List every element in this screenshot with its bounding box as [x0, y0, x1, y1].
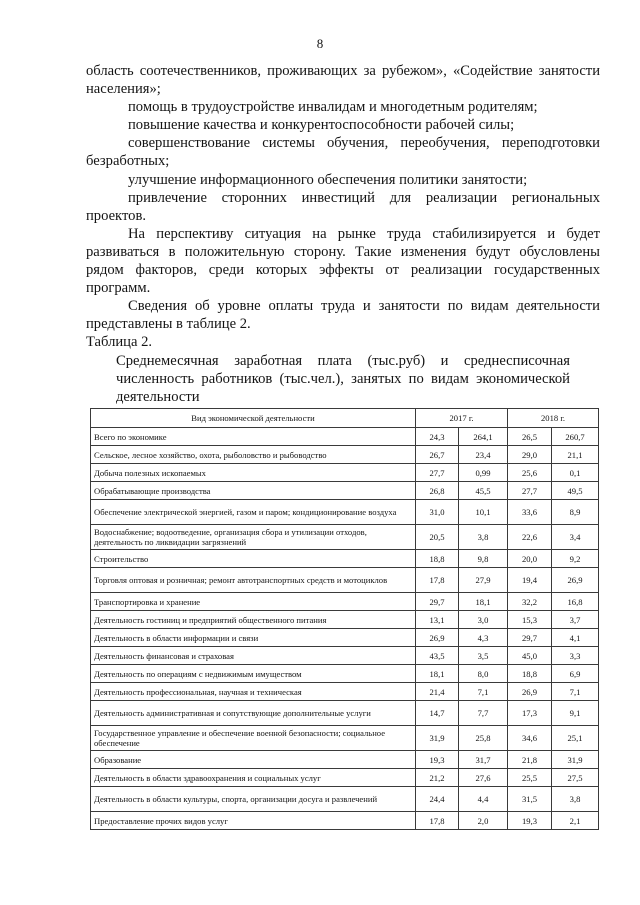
- value-cell: 31,7: [459, 751, 508, 769]
- value-cell: 21,2: [416, 769, 459, 787]
- value-cell: 9,2: [552, 550, 599, 568]
- activity-cell: Строительство: [91, 550, 416, 568]
- paragraph: привлечение сторонних инвестиций для реализации региональных проектов.: [86, 189, 600, 224]
- value-cell: 27,9: [459, 568, 508, 593]
- value-cell: 20,0: [508, 550, 552, 568]
- value-cell: 3,4: [552, 525, 599, 550]
- value-cell: 264,1: [459, 428, 508, 446]
- activity-cell: Сельское, лесное хозяйство, охота, рыболовство и рыбоводство: [91, 446, 416, 464]
- value-cell: 26,5: [508, 428, 552, 446]
- value-cell: 26,9: [552, 568, 599, 593]
- table-row: [91, 683, 599, 701]
- table-row: [91, 464, 599, 482]
- value-cell: 3,7: [552, 611, 599, 629]
- activity-cell: Деятельность финансовая и страховая: [91, 647, 416, 665]
- table-row: [91, 665, 599, 683]
- value-cell: 26,9: [416, 629, 459, 647]
- activity-cell: Торговля оптовая и розничная; ремонт автотранспортных средств и мотоциклов: [91, 568, 416, 593]
- activity-cell: Транспортировка и хранение: [91, 593, 416, 611]
- page-number: 8: [316, 36, 324, 51]
- value-cell: 20,5: [416, 525, 459, 550]
- value-cell: 3,8: [552, 787, 599, 812]
- paragraph: область соотечественников, проживающих за рубежом», «Содействие занятости населения»;: [86, 63, 600, 98]
- value-cell: 26,8: [416, 482, 459, 500]
- activity-cell: Деятельность в области культуры, спорта, организации досуга и развлечений: [91, 787, 416, 812]
- value-cell: 8,9: [552, 500, 599, 525]
- table-row: [91, 550, 599, 568]
- value-cell: 21,1: [552, 446, 599, 464]
- value-cell: 2,1: [552, 812, 599, 830]
- table-title: Среднемесячная заработная плата (тыс.руб) и среднесписочная численность работников (тыс.чел.), занятых по видам экономической деятельности: [116, 352, 570, 405]
- table-row: [91, 629, 599, 647]
- value-cell: 6,9: [552, 665, 599, 683]
- value-cell: 43,5: [416, 647, 459, 665]
- data-table: [90, 408, 599, 830]
- table-row: [91, 726, 599, 751]
- value-cell: 49,5: [552, 482, 599, 500]
- value-cell: 19,4: [508, 568, 552, 593]
- value-cell: 18,8: [416, 550, 459, 568]
- value-cell: 16,8: [552, 593, 599, 611]
- value-cell: 45,5: [459, 482, 508, 500]
- value-cell: 17,8: [416, 568, 459, 593]
- value-cell: 18,8: [508, 665, 552, 683]
- activity-cell: Деятельность по операциям с недвижимым имуществом: [91, 665, 416, 683]
- value-cell: 27,5: [552, 769, 599, 787]
- paragraph: повышение качества и конкурентоспособности рабочей силы;: [128, 117, 515, 134]
- value-cell: 19,3: [508, 812, 552, 830]
- document-body: [86, 62, 600, 406]
- value-cell: 7,1: [459, 683, 508, 701]
- value-cell: 31,9: [416, 726, 459, 751]
- activity-cell: Добыча полезных ископаемых: [91, 464, 416, 482]
- table-row: [91, 769, 599, 787]
- value-cell: 45,0: [508, 647, 552, 665]
- table-row: [91, 482, 599, 500]
- value-cell: 25,5: [508, 769, 552, 787]
- value-cell: 0,1: [552, 464, 599, 482]
- value-cell: 17,8: [416, 812, 459, 830]
- column-header-2017: 2017 г.: [416, 409, 508, 428]
- value-cell: 0,99: [459, 464, 508, 482]
- value-cell: 3,3: [552, 647, 599, 665]
- table-row: [91, 701, 599, 726]
- table-row: [91, 812, 599, 830]
- value-cell: 9,1: [552, 701, 599, 726]
- value-cell: 32,2: [508, 593, 552, 611]
- table-row: [91, 500, 599, 525]
- paragraph: На перспективу ситуация на рынке труда стабилизируется и будет развиваться в положительную сторону. Такие изменения будут обусловлены рядом факторов, среди которых эффекты от реализации государственных программ.: [86, 225, 600, 297]
- value-cell: 27,6: [459, 769, 508, 787]
- value-cell: 31,9: [552, 751, 599, 769]
- value-cell: 18,1: [416, 665, 459, 683]
- value-cell: 23,4: [459, 446, 508, 464]
- value-cell: 7,1: [552, 683, 599, 701]
- activity-cell: Обрабатывающие производства: [91, 482, 416, 500]
- table-row: [91, 647, 599, 665]
- table-row: [91, 751, 599, 769]
- value-cell: 25,8: [459, 726, 508, 751]
- paragraph: совершенствование системы обучения, переобучения, переподготовки безработных;: [86, 135, 600, 170]
- table-row: [91, 446, 599, 464]
- value-cell: 13,1: [416, 611, 459, 629]
- activity-cell: Всего по экономике: [91, 428, 416, 446]
- value-cell: 4,3: [459, 629, 508, 647]
- value-cell: 9,8: [459, 550, 508, 568]
- value-cell: 25,1: [552, 726, 599, 751]
- table-row: [91, 428, 599, 446]
- column-header-2018: 2018 г.: [508, 409, 599, 428]
- activity-cell: Предоставление прочих видов услуг: [91, 812, 416, 830]
- value-cell: 14,7: [416, 701, 459, 726]
- activity-cell: Деятельность гостиниц и предприятий общественного питания: [91, 611, 416, 629]
- value-cell: 3,0: [459, 611, 508, 629]
- value-cell: 19,3: [416, 751, 459, 769]
- activity-cell: Образование: [91, 751, 416, 769]
- value-cell: 22,6: [508, 525, 552, 550]
- value-cell: 4,1: [552, 629, 599, 647]
- activity-cell: Деятельность в области здравоохранения и социальных услуг: [91, 769, 416, 787]
- value-cell: 18,1: [459, 593, 508, 611]
- value-cell: 27,7: [508, 482, 552, 500]
- value-cell: 3,5: [459, 647, 508, 665]
- activity-cell: Водоснабжение; водоотведение, организация сбора и утилизации отходов, деятельность по ликвидации загрязнений: [91, 525, 416, 550]
- activity-cell: Государственное управление и обеспечение военной безопасности; социальное обеспечение: [91, 726, 416, 751]
- activity-cell: Деятельность административная и сопутствующие дополнительные услуги: [91, 701, 416, 726]
- value-cell: 3,8: [459, 525, 508, 550]
- value-cell: 31,0: [416, 500, 459, 525]
- paragraph: улучшение информационного обеспечения политики занятости;: [128, 171, 528, 188]
- value-cell: 8,0: [459, 665, 508, 683]
- value-cell: 15,3: [508, 611, 552, 629]
- paragraph: Сведения об уровне оплаты труда и занятости по видам деятельности представлены в таблице 2.: [86, 298, 600, 333]
- value-cell: 26,7: [416, 446, 459, 464]
- value-cell: 33,6: [508, 500, 552, 525]
- table-row: [91, 568, 599, 593]
- value-cell: 29,7: [508, 629, 552, 647]
- value-cell: 25,6: [508, 464, 552, 482]
- value-cell: 29,0: [508, 446, 552, 464]
- activity-cell: Обеспечение электрической энергией, газом и паром; кондиционирование воздуха: [91, 500, 416, 525]
- activity-cell: Деятельность профессиональная, научная и техническая: [91, 683, 416, 701]
- value-cell: 260,7: [552, 428, 599, 446]
- value-cell: 31,5: [508, 787, 552, 812]
- column-header-activity: Вид экономической деятельности: [91, 409, 416, 428]
- value-cell: 4,4: [459, 787, 508, 812]
- value-cell: 27,7: [416, 464, 459, 482]
- activity-cell: Деятельность в области информации и связи: [91, 629, 416, 647]
- table-body: [91, 428, 599, 830]
- table-row: [91, 611, 599, 629]
- table-caption: Таблица 2.: [86, 334, 153, 351]
- value-cell: 26,9: [508, 683, 552, 701]
- table-row: [91, 593, 599, 611]
- value-cell: 10,1: [459, 500, 508, 525]
- value-cell: 7,7: [459, 701, 508, 726]
- value-cell: 2,0: [459, 812, 508, 830]
- value-cell: 24,4: [416, 787, 459, 812]
- value-cell: 29,7: [416, 593, 459, 611]
- value-cell: 21,4: [416, 683, 459, 701]
- value-cell: 34,6: [508, 726, 552, 751]
- value-cell: 21,8: [508, 751, 552, 769]
- value-cell: 17,3: [508, 701, 552, 726]
- table-row: [91, 787, 599, 812]
- value-cell: 24,3: [416, 428, 459, 446]
- table-row: [91, 525, 599, 550]
- paragraph: помощь в трудоустройстве инвалидам и многодетным родителям;: [128, 99, 538, 116]
